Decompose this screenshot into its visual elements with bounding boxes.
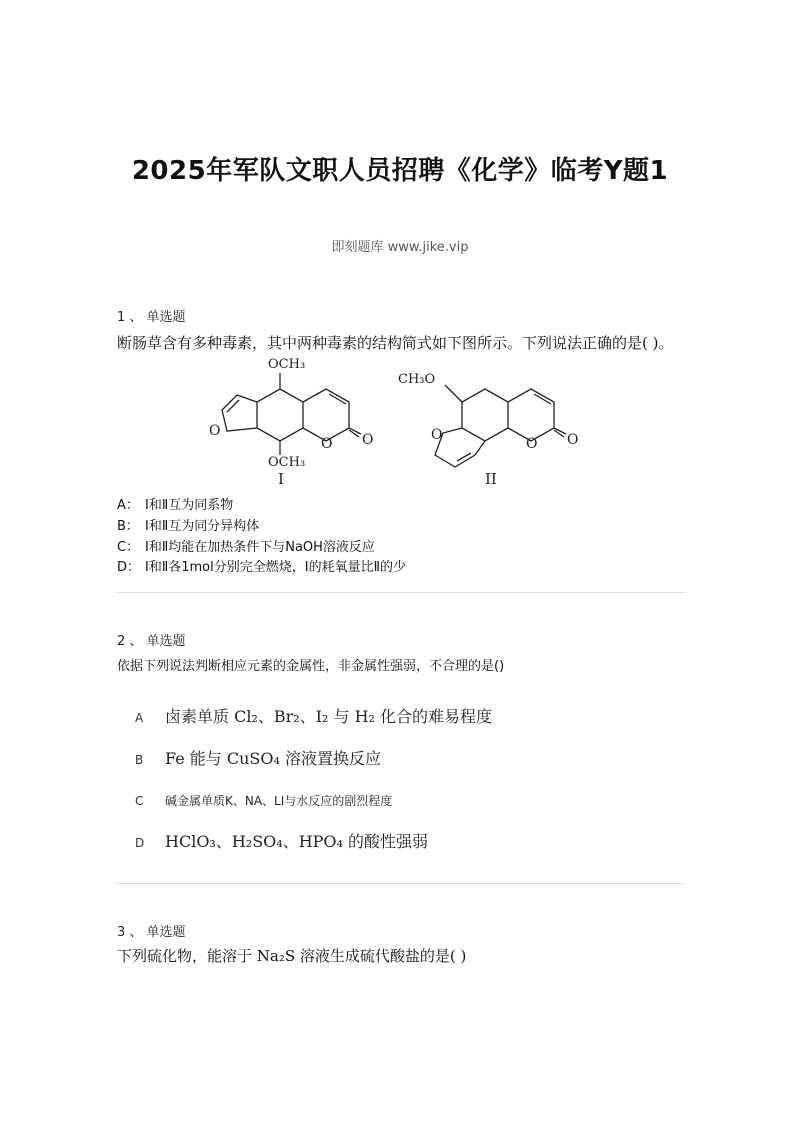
- och3-top-label: OCH₃: [268, 357, 306, 372]
- ch3o-label: CH₃O: [398, 372, 436, 387]
- structure-i-label: I: [278, 470, 284, 488]
- q1-option-a[interactable]: A： Ⅰ和Ⅱ互为同系物: [117, 498, 234, 513]
- divider: [117, 883, 685, 884]
- source-line: 即刻题库 www.jike.vip: [331, 240, 469, 255]
- och3-bottom-label: OCH₃: [268, 455, 306, 470]
- question-2-text: 依据下列说法判断相应元素的金属性，非金属性强弱，不合理的是(): [117, 659, 505, 674]
- carbonyl-oxygen-label-1: O: [362, 432, 374, 448]
- furan-oxygen-label-1: O: [209, 423, 221, 439]
- question-1-text: 断肠草含有多种毒素，其中两种毒素的结构简式如下图所示。下列说法正确的是( )。: [117, 334, 674, 352]
- q1-option-b[interactable]: B： Ⅰ和Ⅱ互为同分异构体: [117, 519, 260, 534]
- structure-ii-label: II: [485, 470, 497, 488]
- furan-oxygen-label-2: O: [431, 427, 443, 443]
- document-title: 2025年军队文职人员招聘《化学》临考Y题1: [131, 156, 669, 186]
- carbonyl-oxygen-label-2: O: [567, 432, 579, 448]
- q2-option-a[interactable]: A 卤素单质 Cl₂、Br₂、I₂ 与 H₂ 化合的难易程度: [135, 707, 493, 726]
- divider: [117, 592, 685, 593]
- q2-option-b[interactable]: B Fe 能与 CuSO₄ 溶液置换反应: [135, 749, 381, 768]
- pyran-oxygen-label-2: O: [526, 436, 538, 452]
- question-3-text: 下列硫化物，能溶于 Na₂S 溶液生成硫代酸盐的是( ): [117, 947, 467, 965]
- structure-figure: [205, 355, 610, 490]
- pyran-oxygen-label-1: O: [321, 436, 333, 452]
- q1-option-c[interactable]: C： Ⅰ和Ⅱ均能在加热条件下与NaOH溶液反应: [117, 540, 375, 555]
- question-3-header: 3 、 单选题: [117, 925, 186, 940]
- q1-option-d[interactable]: D： Ⅰ和Ⅱ各1mol分别完全燃烧，Ⅰ的耗氧量比Ⅱ的少: [117, 560, 406, 575]
- q2-option-c[interactable]: C 碱金属单质K、NA、LI与水反应的剧烈程度: [135, 794, 393, 808]
- question-1-header: 1 、 单选题: [117, 310, 186, 325]
- q2-option-d[interactable]: D HClO₃、H₂SO₄、HPO₄ 的酸性强弱: [135, 832, 429, 851]
- question-2-header: 2 、 单选题: [117, 634, 186, 649]
